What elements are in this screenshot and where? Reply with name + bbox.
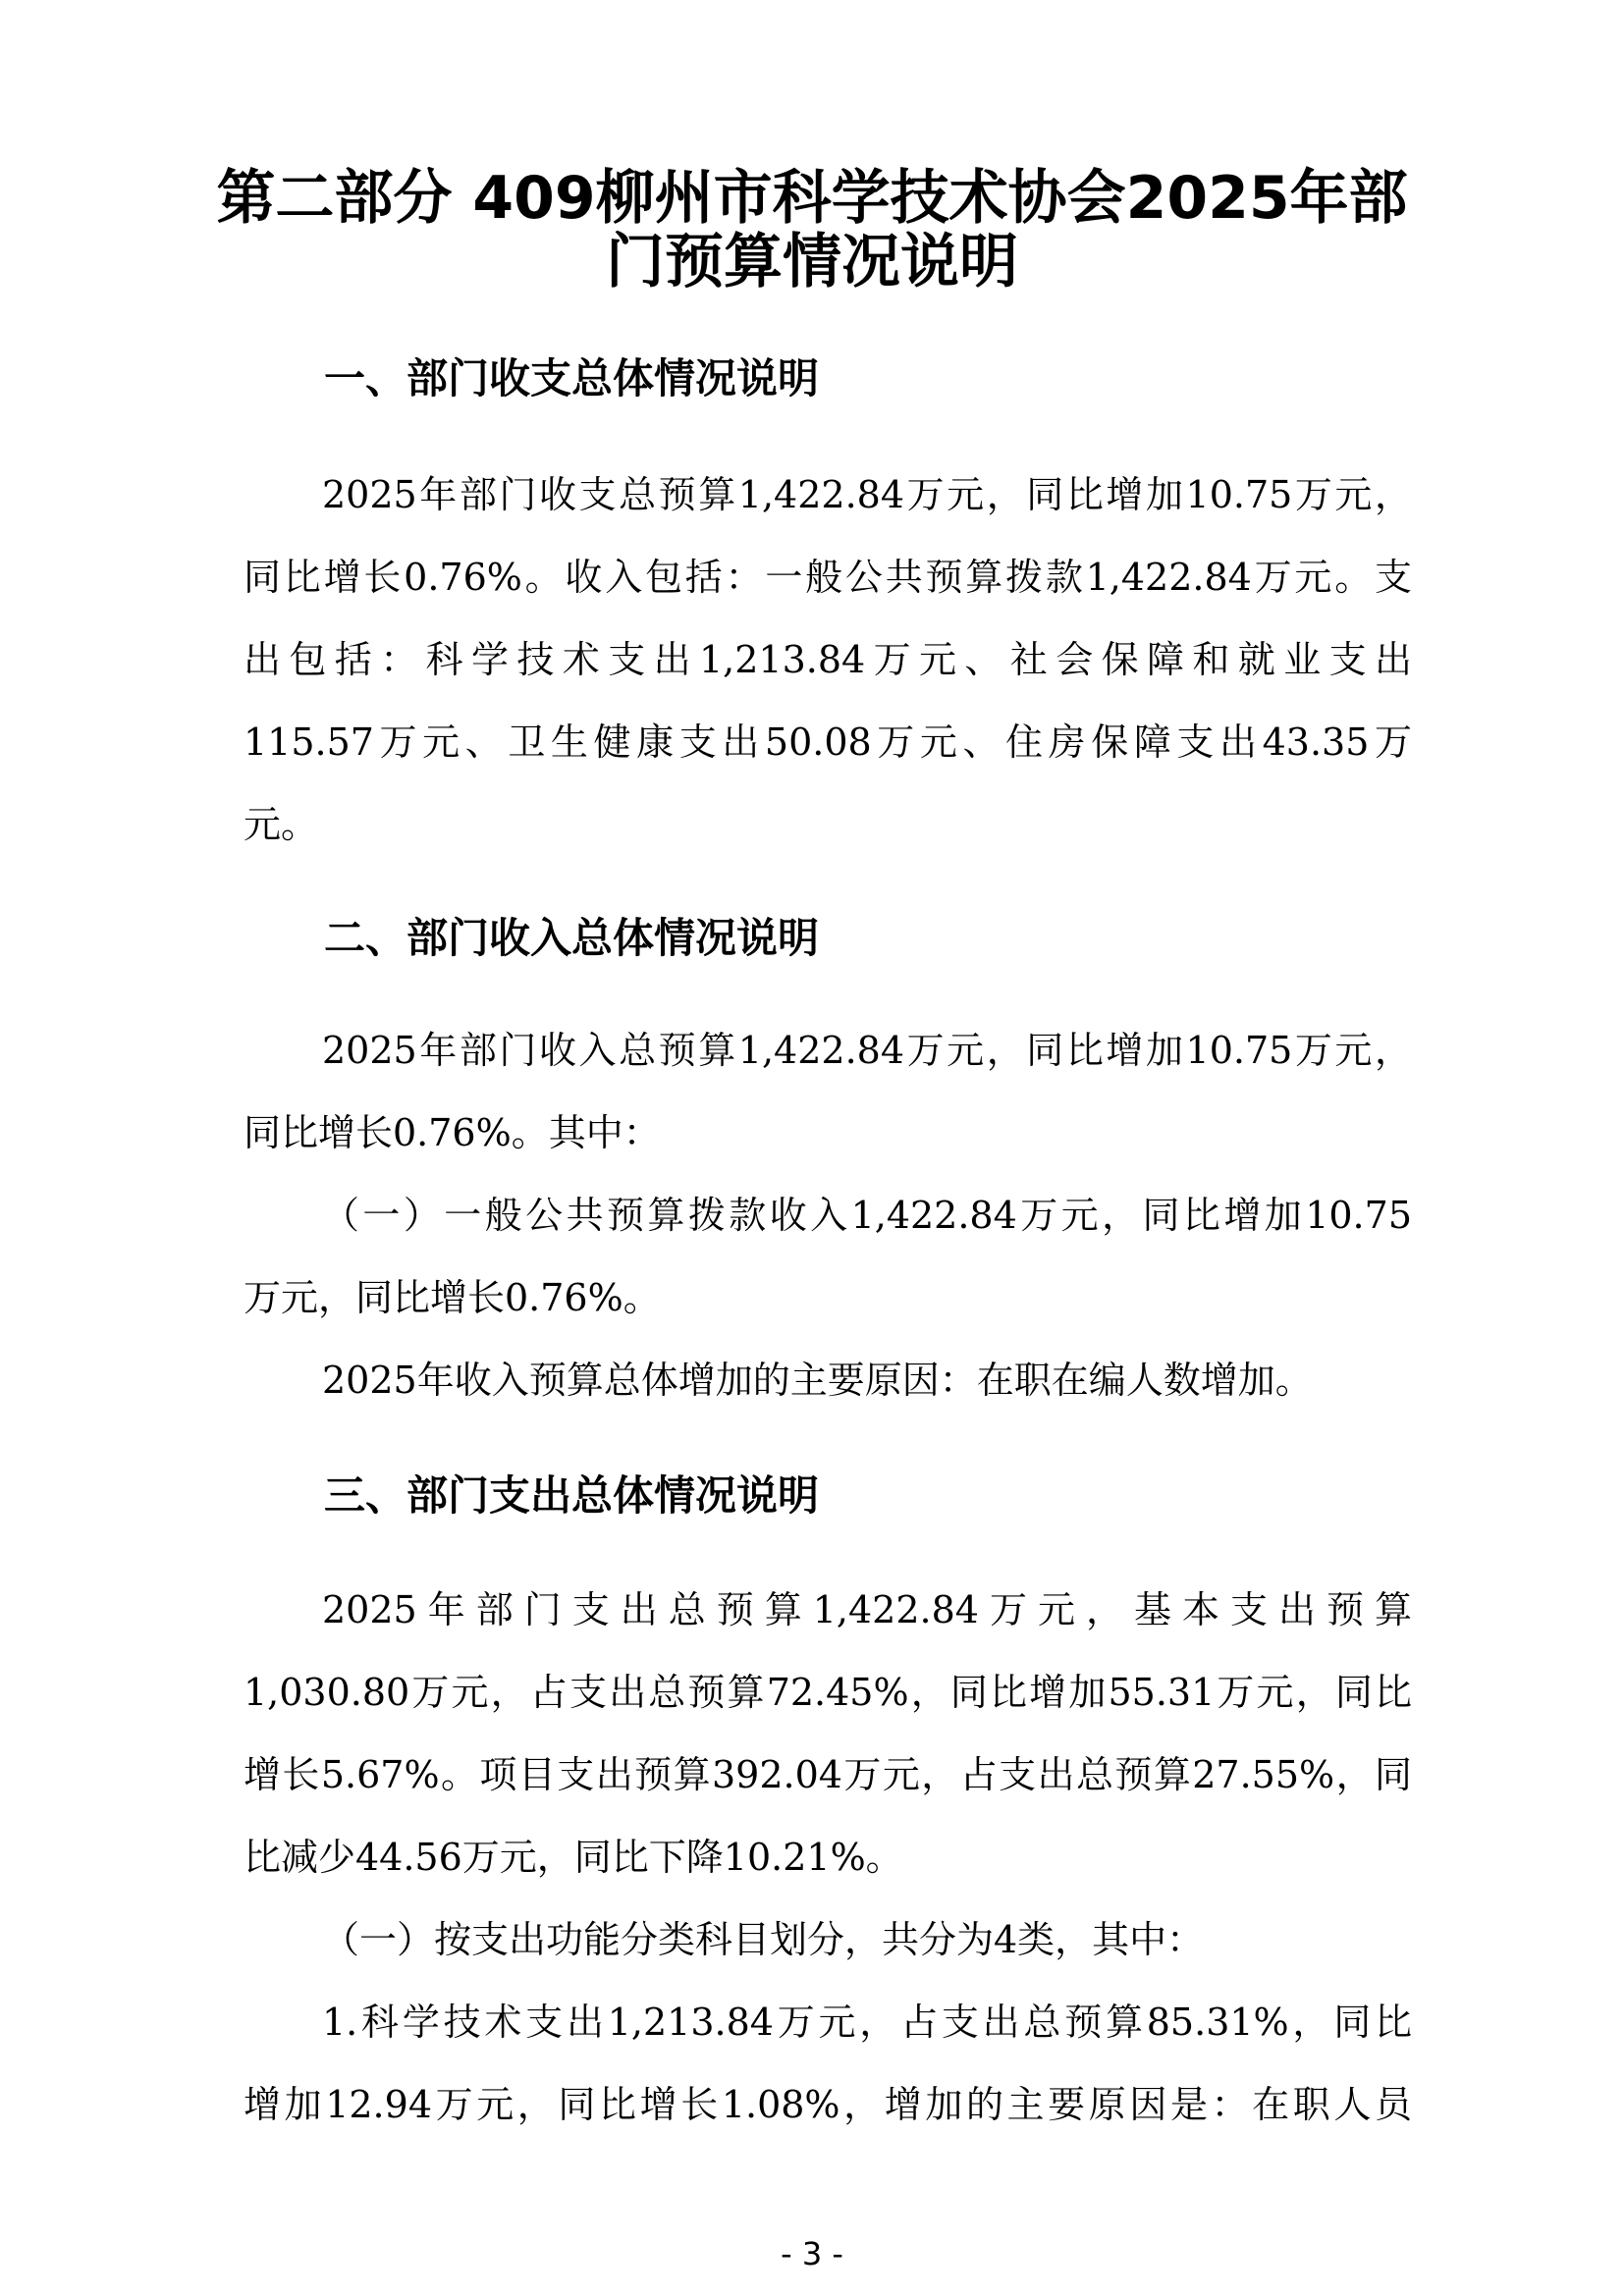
section-heading-1: 一、部门收支总体情况说明: [324, 354, 820, 402]
paragraph-line: 同比增长0.76%。收入包括：一般公共预算拨款1,422.84万元。支: [244, 556, 1412, 599]
section-heading-2: 二、部门收入总体情况说明: [324, 914, 820, 962]
paragraph-line: 1,030.80万元，占支出总预算72.45%，同比增加55.31万元，同比: [244, 1671, 1412, 1714]
paragraph-line: 2025年部门支出总预算1,422.84万元，基本支出预算: [322, 1588, 1412, 1631]
document-title-line-1: 第二部分 409柳州市科学技术协会2025年部: [216, 164, 1408, 233]
paragraph-line: 增加12.94万元，同比增长1.08%，增加的主要原因是：在职人员: [244, 2083, 1412, 2126]
paragraph-line: 2025年部门收入总预算1,422.84万元，同比增加10.75万元，: [322, 1029, 1412, 1072]
paragraph-line: 1.科学技术支出1,213.84万元，占支出总预算85.31%，同比: [322, 2001, 1412, 2044]
paragraph-line: 元。: [244, 803, 319, 846]
paragraph-line: 115.57万元、卫生健康支出50.08万元、住房保障支出43.35万: [244, 721, 1412, 764]
paragraph-line: （一）按支出功能分类科目划分，共分为4类，其中：: [322, 1918, 1205, 1961]
paragraph-line: 万元，同比增长0.76%。: [244, 1276, 661, 1319]
paragraph-line: 比减少44.56万元，同比下降10.21%。: [244, 1836, 903, 1879]
paragraph-line: 增长5.67%。项目支出预算392.04万元，占支出总预算27.55%，同: [244, 1753, 1412, 1796]
paragraph-line: 2025年收入预算总体增加的主要原因：在职在编人数增加。: [322, 1359, 1313, 1402]
section-heading-3: 三、部门支出总体情况说明: [324, 1471, 820, 1520]
paragraph-line: 同比增长0.76%。其中：: [244, 1111, 661, 1154]
paragraph-line: 出包括：科学技术支出1,213.84万元、社会保障和就业支出: [244, 638, 1412, 681]
paragraph-line: 2025年部门收支总预算1,422.84万元，同比增加10.75万元，: [322, 473, 1412, 516]
page-number: - 3 -: [781, 2235, 843, 2272]
document-title-line-2: 门预算情况说明: [606, 228, 1018, 296]
paragraph-line: （一）一般公共预算拨款收入1,422.84万元，同比增加10.75: [322, 1194, 1412, 1237]
